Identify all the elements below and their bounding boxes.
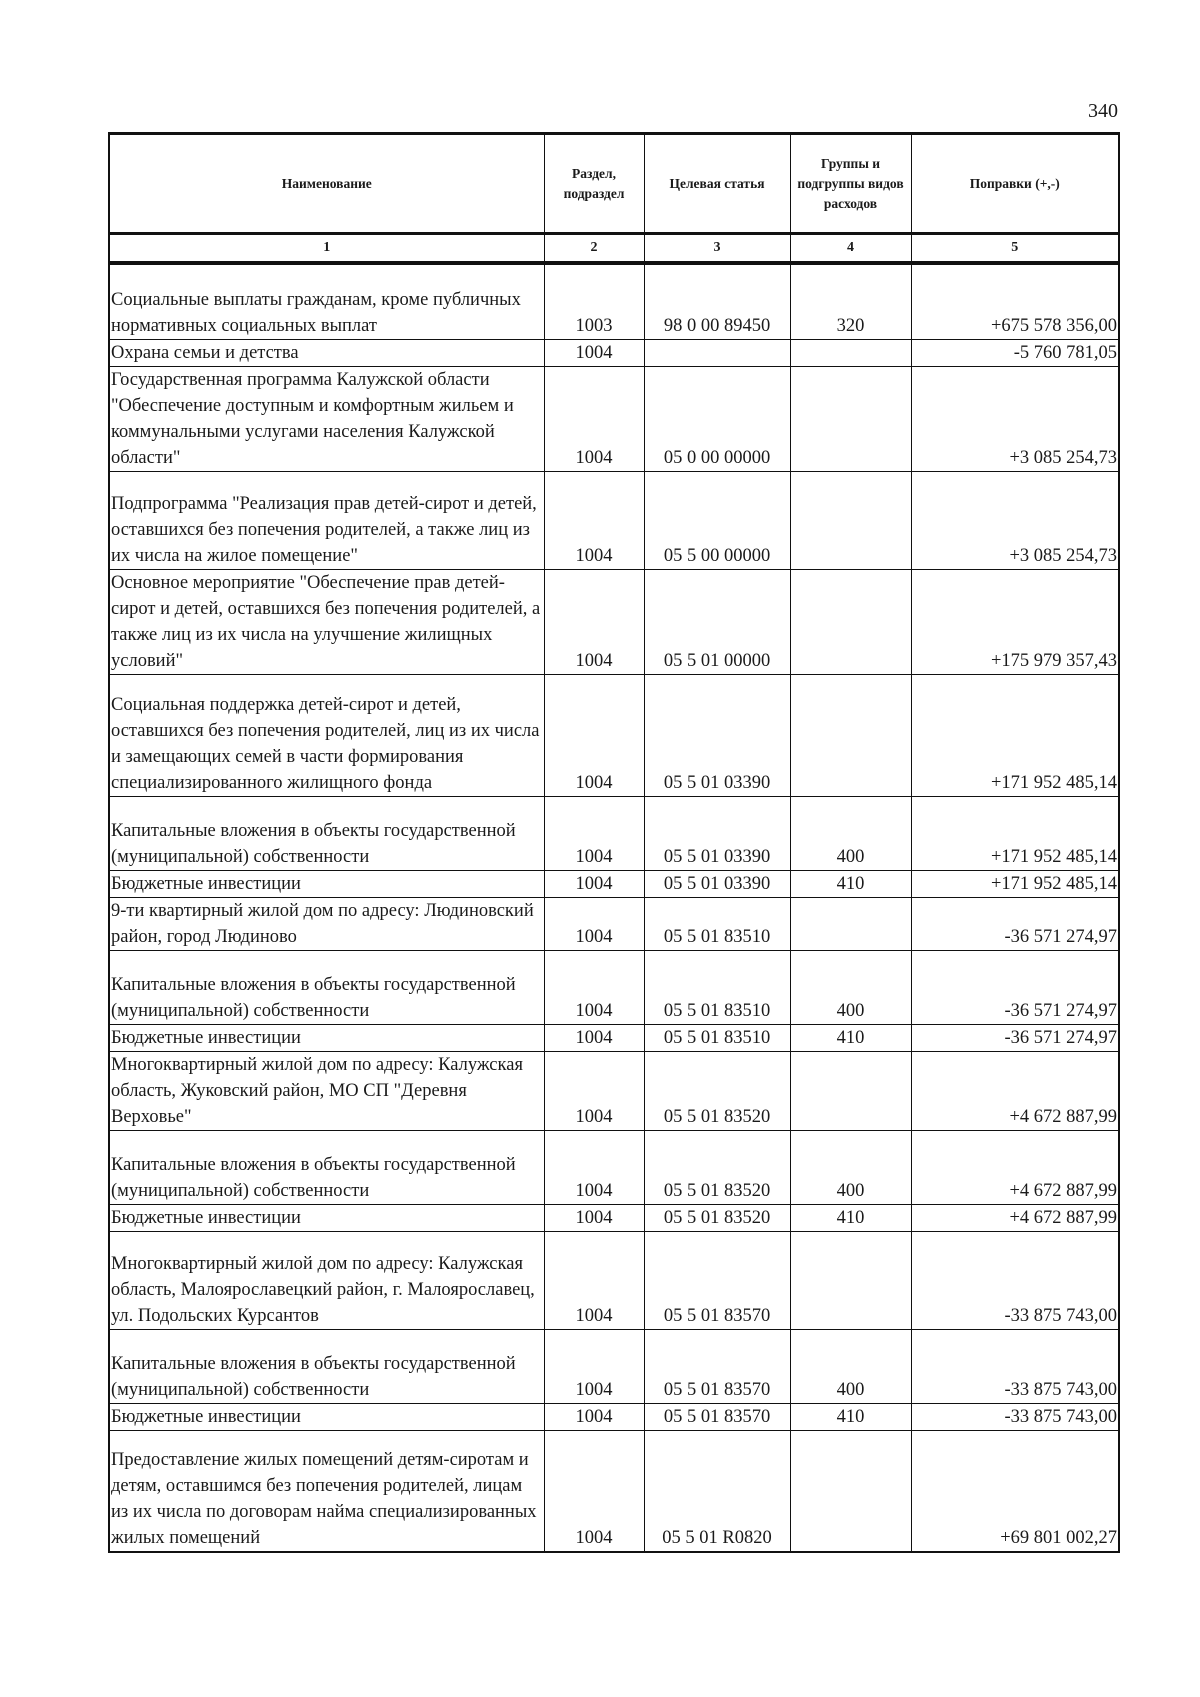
- row-expense-group: [790, 366, 911, 471]
- row-name: 9-ти квартирный жилой дом по адресу: Людиновский район, город Людиново: [109, 897, 544, 950]
- table-row: [109, 263, 1119, 339]
- header-amendments: Поправки (+,-): [911, 134, 1119, 234]
- row-target-article: 05 5 01 83520: [644, 1051, 790, 1130]
- row-target-article: 05 5 01 03390: [644, 796, 790, 870]
- row-name: Охрана семьи и детства: [109, 339, 544, 366]
- row-target-article: 05 5 01 83520: [644, 1204, 790, 1231]
- row-expense-group: [790, 1051, 911, 1130]
- row-expense-group: 400: [790, 950, 911, 1024]
- row-expense-group: [790, 1231, 911, 1329]
- row-target-article: 05 5 01 83570: [644, 1329, 790, 1403]
- row-expense-group: 410: [790, 870, 911, 897]
- row-amendment-amount: -5 760 781,05: [911, 339, 1119, 366]
- table-row: [109, 366, 1119, 471]
- row-target-article: [644, 339, 790, 366]
- row-amendment-amount: -33 875 743,00: [911, 1403, 1119, 1430]
- row-section: 1004: [544, 1430, 644, 1552]
- table-row: [109, 950, 1119, 1024]
- row-name: Подпрограмма "Реализация прав детей-сирот и детей, оставшихся без попечения родителей, а также лиц из их числа на жилое помещение": [109, 471, 544, 569]
- row-amendment-amount: +175 979 357,43: [911, 569, 1119, 674]
- row-section: 1004: [544, 796, 644, 870]
- row-section: 1004: [544, 1024, 644, 1051]
- row-expense-group: [790, 897, 911, 950]
- row-section: 1004: [544, 870, 644, 897]
- row-section: 1004: [544, 569, 644, 674]
- row-section: 1004: [544, 1231, 644, 1329]
- budget-table-wrapper: [108, 132, 1118, 1553]
- row-expense-group: 400: [790, 1130, 911, 1204]
- header-row: [109, 134, 1119, 234]
- row-name: Предоставление жилых помещений детям-сиротам и детям, оставшимся без попечения родителей, лицам из их числа по договорам найма специализированных жилых помещений: [109, 1430, 544, 1552]
- row-name: Капитальные вложения в объекты государственной (муниципальной) собственности: [109, 796, 544, 870]
- row-name: Социальная поддержка детей-сирот и детей, оставшихся без попечения родителей, лиц из их числа и замещающих семей в части формирования специализированного жилищного фонда: [109, 674, 544, 796]
- table-row: [109, 1130, 1119, 1204]
- table-row: [109, 1231, 1119, 1329]
- row-name: Многоквартирный жилой дом по адресу: Калужская область, Жуковский район, МО СП "Деревня Верховье": [109, 1051, 544, 1130]
- table-row: [109, 339, 1119, 366]
- row-expense-group: 410: [790, 1204, 911, 1231]
- table-row: [109, 1204, 1119, 1231]
- row-amendment-amount: +171 952 485,14: [911, 870, 1119, 897]
- row-expense-group: 410: [790, 1403, 911, 1430]
- header-section: Раздел, подраздел: [544, 134, 644, 234]
- row-expense-group: 400: [790, 1329, 911, 1403]
- row-target-article: 05 5 01 83520: [644, 1130, 790, 1204]
- row-target-article: 05 5 01 83570: [644, 1403, 790, 1430]
- row-section: 1004: [544, 950, 644, 1024]
- row-amendment-amount: -36 571 274,97: [911, 897, 1119, 950]
- page-number: 340: [1088, 100, 1118, 122]
- row-target-article: 05 5 01 R0820: [644, 1430, 790, 1552]
- row-name: Капитальные вложения в объекты государственной (муниципальной) собственности: [109, 1130, 544, 1204]
- table-row: [109, 1329, 1119, 1403]
- row-amendment-amount: +4 672 887,99: [911, 1204, 1119, 1231]
- table-row: [109, 471, 1119, 569]
- row-name: Государственная программа Калужской области "Обеспечение доступным и комфортным жильем и коммунальными услугами населения Калужской области": [109, 366, 544, 471]
- table-row: [109, 1051, 1119, 1130]
- row-expense-group: [790, 674, 911, 796]
- row-name: Капитальные вложения в объекты государственной (муниципальной) собственности: [109, 1329, 544, 1403]
- row-target-article: 05 5 01 00000: [644, 569, 790, 674]
- row-name: Основное мероприятие "Обеспечение прав детей-сирот и детей, оставшихся без попечения родителей, а также лиц из их числа на улучшение жилищных условий": [109, 569, 544, 674]
- table-body: [109, 263, 1119, 1552]
- row-section: 1004: [544, 897, 644, 950]
- row-expense-group: [790, 569, 911, 674]
- column-number-3: 3: [644, 234, 790, 264]
- row-target-article: 05 5 01 83570: [644, 1231, 790, 1329]
- row-expense-group: 320: [790, 263, 911, 339]
- row-section: 1004: [544, 471, 644, 569]
- row-target-article: 98 0 00 89450: [644, 263, 790, 339]
- row-section: 1004: [544, 1403, 644, 1430]
- table-row: [109, 674, 1119, 796]
- row-target-article: 05 5 01 83510: [644, 897, 790, 950]
- row-amendment-amount: +4 672 887,99: [911, 1130, 1119, 1204]
- table-row: [109, 897, 1119, 950]
- row-expense-group: [790, 339, 911, 366]
- row-amendment-amount: -36 571 274,97: [911, 1024, 1119, 1051]
- row-target-article: 05 5 01 03390: [644, 674, 790, 796]
- row-amendment-amount: +4 672 887,99: [911, 1051, 1119, 1130]
- column-number-5: 5: [911, 234, 1119, 264]
- row-target-article: 05 5 00 00000: [644, 471, 790, 569]
- column-number-2: 2: [544, 234, 644, 264]
- row-target-article: 05 5 01 83510: [644, 1024, 790, 1051]
- column-number-4: 4: [790, 234, 911, 264]
- row-section: 1004: [544, 1051, 644, 1130]
- table-row: [109, 1430, 1119, 1552]
- row-section: 1004: [544, 1130, 644, 1204]
- row-amendment-amount: +675 578 356,00: [911, 263, 1119, 339]
- row-section: 1004: [544, 1204, 644, 1231]
- table-row: [109, 1403, 1119, 1430]
- row-name: Бюджетные инвестиции: [109, 870, 544, 897]
- row-amendment-amount: -33 875 743,00: [911, 1231, 1119, 1329]
- row-section: 1003: [544, 263, 644, 339]
- column-number-row: [109, 234, 1119, 264]
- row-expense-group: 410: [790, 1024, 911, 1051]
- row-name: Капитальные вложения в объекты государственной (муниципальной) собственности: [109, 950, 544, 1024]
- row-name: Бюджетные инвестиции: [109, 1403, 544, 1430]
- row-section: 1004: [544, 339, 644, 366]
- row-name: Бюджетные инвестиции: [109, 1204, 544, 1231]
- row-expense-group: [790, 471, 911, 569]
- row-section: 1004: [544, 674, 644, 796]
- row-target-article: 05 5 01 03390: [644, 870, 790, 897]
- row-amendment-amount: -33 875 743,00: [911, 1329, 1119, 1403]
- row-target-article: 05 5 01 83510: [644, 950, 790, 1024]
- budget-amendments-table: [108, 132, 1120, 1553]
- row-section: 1004: [544, 366, 644, 471]
- header-target-article: Целевая статья: [644, 134, 790, 234]
- table-row: [109, 1024, 1119, 1051]
- row-amendment-amount: +3 085 254,73: [911, 366, 1119, 471]
- row-amendment-amount: +171 952 485,14: [911, 796, 1119, 870]
- row-amendment-amount: +69 801 002,27: [911, 1430, 1119, 1552]
- column-number-1: 1: [109, 234, 544, 264]
- table-row: [109, 796, 1119, 870]
- row-expense-group: 400: [790, 796, 911, 870]
- table-row: [109, 870, 1119, 897]
- header-expense-groups: Группы и подгруппы видов расходов: [790, 134, 911, 234]
- table-row: [109, 569, 1119, 674]
- row-expense-group: [790, 1430, 911, 1552]
- row-name: Многоквартирный жилой дом по адресу: Калужская область, Малоярославецкий район, г. Малоярославец, ул. Подольских Курсантов: [109, 1231, 544, 1329]
- row-target-article: 05 0 00 00000: [644, 366, 790, 471]
- row-name: Бюджетные инвестиции: [109, 1024, 544, 1051]
- row-section: 1004: [544, 1329, 644, 1403]
- row-amendment-amount: +3 085 254,73: [911, 471, 1119, 569]
- row-amendment-amount: +171 952 485,14: [911, 674, 1119, 796]
- row-amendment-amount: -36 571 274,97: [911, 950, 1119, 1024]
- header-name: Наименование: [109, 134, 544, 234]
- row-name: Социальные выплаты гражданам, кроме публичных нормативных социальных выплат: [109, 263, 544, 339]
